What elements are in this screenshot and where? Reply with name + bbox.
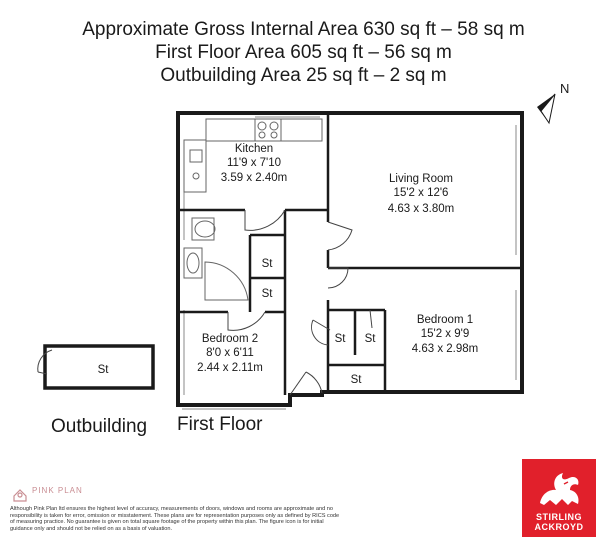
pink-plan-wordmark: [32, 486, 83, 495]
kitchen-metric: 3.59 x 2.40m: [220, 172, 288, 184]
north-label: N: [560, 81, 570, 96]
outbuilding-area-text: Outbuilding Area 25 sq ft – 2 sq m: [160, 65, 447, 86]
first-floor-caption: First Floor: [177, 414, 263, 435]
store-label: St: [364, 333, 376, 345]
bedroom-2-name: Bedroom 2: [201, 333, 259, 345]
store-label: St: [350, 374, 362, 386]
pink-plan-logo-icon: [14, 490, 26, 501]
brand-line-2: ACKROYD: [534, 522, 584, 532]
disclaimer-text: Although Pink Plan ltd ensures the highest level of accuracy, measurements of doors, windows and rooms are approximate and no responsibility is taken for error, omission or misstatement. These plans are for representation purposes only as defined by RICS code of measuring practice. No guarantee is given on total square footage of the property within this plan. The figure icon is for initial guidance only and should not be relied on as a basis of valuation.: [10, 506, 340, 532]
bedroom-1-imperial: 15'2 x 9'9: [420, 328, 470, 340]
griffin-icon: [522, 463, 596, 513]
outbuilding-store-label: St: [97, 364, 109, 376]
stirling-ackroyd-logo: [522, 459, 596, 537]
first-floor-area-text: First Floor Area 605 sq ft – 56 sq m: [155, 42, 452, 63]
pink-plan-text: PINK PLAN: [32, 486, 83, 495]
bedroom-2-metric: 2.44 x 2.11m: [197, 362, 263, 374]
brand-name: [522, 512, 596, 532]
brand-line-1: STIRLING: [536, 512, 582, 522]
store-label: St: [261, 258, 273, 270]
kitchen-name: Kitchen: [234, 143, 274, 155]
store-label: St: [334, 333, 346, 345]
gross-area-text: Approximate Gross Internal Area 630 sq ft – 58 sq m: [82, 19, 525, 40]
store-label: St: [261, 288, 273, 300]
north-arrow-icon: [537, 94, 555, 123]
bedroom-2-imperial: 8'0 x 6'11: [206, 347, 254, 359]
living-room-imperial: 15'2 x 12'6: [393, 187, 449, 199]
bathroom-fittings: [184, 218, 248, 300]
kitchen-imperial: 11'9 x 7'10: [226, 157, 282, 169]
bedroom-1-metric: 4.63 x 2.98m: [411, 343, 479, 355]
living-room-name: Living Room: [389, 173, 453, 185]
outbuilding-caption: Outbuilding: [51, 416, 148, 437]
bedroom-1-name: Bedroom 1: [416, 314, 474, 326]
outbuilding-plan: [38, 346, 153, 388]
living-room-metric: 4.63 x 3.80m: [387, 203, 455, 215]
